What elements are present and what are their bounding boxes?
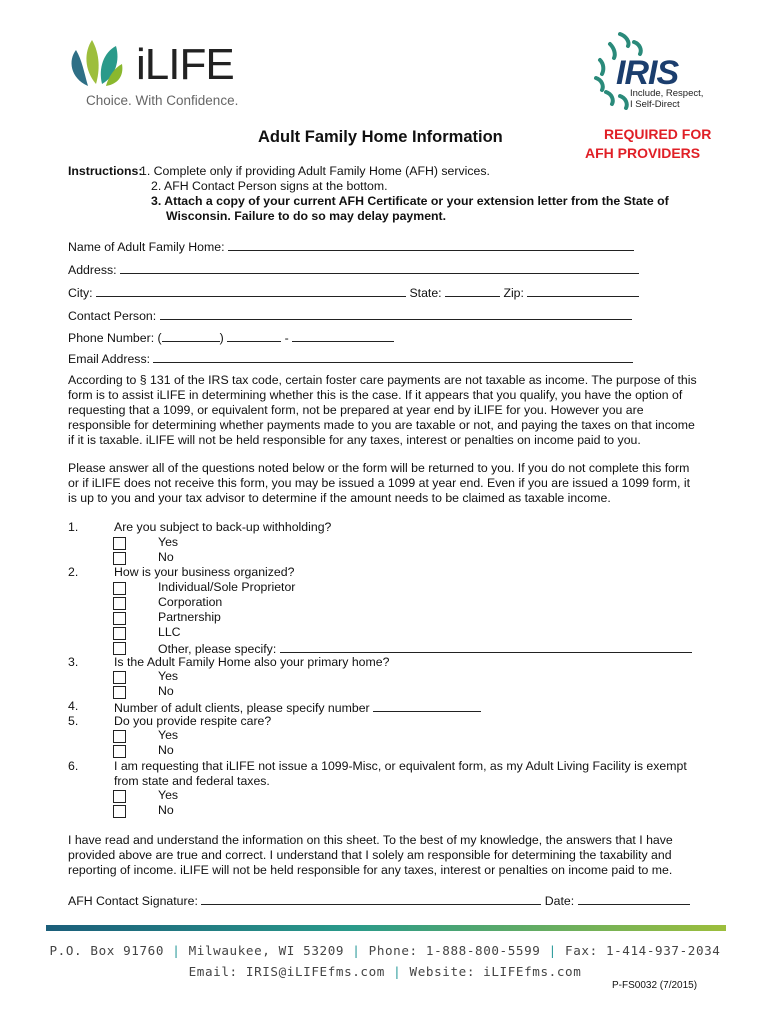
state-input[interactable]: [445, 284, 500, 297]
q2-sole-proprietor-checkbox[interactable]: [113, 582, 126, 595]
q2-llc-checkbox[interactable]: [113, 627, 126, 640]
q5-number: 5.: [68, 714, 79, 728]
zip-label: Zip:: [503, 286, 524, 300]
state-label: State:: [409, 286, 442, 300]
name-input[interactable]: [228, 238, 634, 251]
instruction-3a: 3. Attach a copy of your current AFH Certificate or your extension letter from the State of: [151, 194, 669, 208]
q1-text: Are you subject to back-up withholding?: [114, 520, 332, 534]
q1-number: 1.: [68, 520, 79, 534]
q2-corporation-label: Corporation: [158, 595, 223, 609]
q2-sole-proprietor-label: Individual/Sole Proprietor: [158, 580, 296, 594]
city-field-row: [68, 284, 639, 301]
zip-input[interactable]: [527, 284, 639, 297]
address-input[interactable]: [120, 261, 639, 274]
tax-code-paragraph: According to § 131 of the IRS tax code, certain foster care payments are not taxable as income. The purpose of this form is to assist iLIFE in determining whether this is the case. If it appears that you qualify, you have the option of requesting that a 1099, or equivalent form, not be prepared at year end by iLIFE for you. However you are responsible for determining whether payments made to you are taxable or not, and paying the taxes on that income if it is taxable. iLIFE will not be held responsible for any taxes, interest or penalties on income paid to you.: [68, 373, 697, 447]
q6-no-checkbox[interactable]: [113, 805, 126, 818]
q1-no-label: No: [158, 550, 174, 564]
q6-yes-checkbox[interactable]: [113, 790, 126, 803]
footer-line-1: [0, 943, 770, 958]
city-label: City:: [68, 286, 93, 300]
instructions-label: Instructions:: [68, 164, 143, 178]
q4-number: 4.: [68, 699, 79, 713]
q3-no-checkbox[interactable]: [113, 686, 126, 699]
phone-prefix-input[interactable]: [227, 329, 281, 342]
q3-number: 3.: [68, 655, 79, 669]
date-input[interactable]: [578, 892, 690, 905]
city-input[interactable]: [96, 284, 406, 297]
q1-yes-checkbox[interactable]: [113, 537, 126, 550]
q5-yes-label: Yes: [158, 728, 179, 742]
contact-label: Contact Person:: [68, 309, 157, 323]
instruction-2: 2. AFH Contact Person signs at the bottom.: [151, 179, 388, 193]
iris-tagline-1: Include, Respect,: [630, 88, 704, 99]
q1-yes-label: Yes: [158, 535, 179, 549]
form-id: P-FS0032 (7/2015): [612, 980, 698, 991]
signature-row: [68, 892, 690, 909]
q6-number: 6.: [68, 759, 79, 773]
signature-input[interactable]: [201, 892, 541, 905]
q2-partnership-checkbox[interactable]: [113, 612, 126, 625]
ilife-wordmark: iLIFE: [136, 40, 234, 89]
phone-close-paren: ): [219, 331, 224, 345]
q3-no-label: No: [158, 684, 174, 698]
contact-field-row: [68, 307, 632, 324]
q5-yes-checkbox[interactable]: [113, 730, 126, 743]
q3-yes-checkbox[interactable]: [113, 671, 126, 684]
certification-paragraph: I have read and understand the information on this sheet. To the best of my knowledge, the answers that I have provided above are true and correct. I understand that I solely am responsible for determining the taxability and reporting of income. iLIFE will not be held responsible for any taxes, interest or penalties on income paid to me.: [68, 833, 673, 877]
q4-text: Number of adult clients, please specify number: [114, 701, 370, 715]
required-notice-line1: REQUIRED FOR: [604, 126, 712, 142]
footer-pobox: P.O. Box 91760: [49, 943, 165, 958]
q2-partnership-label: Partnership: [158, 610, 221, 624]
answer-all-paragraph: Please answer all of the questions noted below or the form will be returned to you. If you do not complete this form or if iLIFE does not receive this form, you may be issued a 1099 at year end. Even if you are issued a 1099 form, it is up to you and your tax advisor to determine if the amount needs to be claimed as taxable income.: [68, 461, 691, 505]
footer-separator: |: [393, 964, 402, 979]
iris-wordmark: IRIS: [616, 54, 679, 92]
footer-city: Milwaukee, WI 53209: [188, 943, 345, 958]
q2-text: How is your business organized?: [114, 565, 295, 579]
page-title: Adult Family Home Information: [258, 128, 503, 146]
phone-label: Phone Number: (: [68, 331, 162, 345]
footer-fax: Fax: 1-414-937-2034: [565, 943, 721, 958]
phone-dash: -: [284, 331, 289, 345]
q6-text-b: from state and federal taxes.: [114, 774, 270, 788]
signature-label: AFH Contact Signature:: [68, 894, 198, 908]
email-input[interactable]: [153, 350, 633, 363]
contact-input[interactable]: [160, 307, 632, 320]
phone-field-row: [68, 329, 394, 346]
email-field-row: [68, 350, 633, 367]
iris-logo: [590, 30, 710, 115]
email-label: Email Address:: [68, 352, 151, 366]
ilife-leaf-icon: [66, 30, 132, 90]
q1-no-checkbox[interactable]: [113, 552, 126, 565]
q5-text: Do you provide respite care?: [114, 714, 272, 728]
phone-line-input[interactable]: [292, 329, 394, 342]
footer-email[interactable]: Email: IRIS@iLIFEfms.com: [188, 964, 385, 979]
q5-no-label: No: [158, 743, 174, 757]
footer-separator: |: [352, 943, 361, 958]
footer-separator: |: [548, 943, 557, 958]
address-field-row: [68, 261, 639, 278]
instruction-3b: Wisconsin. Failure to do so may delay payment.: [166, 209, 447, 223]
address-label: Address:: [68, 263, 117, 277]
q6-yes-label: Yes: [158, 788, 179, 802]
q5-no-checkbox[interactable]: [113, 745, 126, 758]
iris-tagline-2: I Self-Direct: [630, 99, 680, 110]
name-field-row: [68, 238, 634, 255]
q2-other-input[interactable]: [280, 640, 692, 653]
instruction-1: 1. Complete only if providing Adult Family Home (AFH) services.: [140, 164, 490, 178]
q2-corporation-checkbox[interactable]: [113, 597, 126, 610]
phone-area-input[interactable]: [162, 329, 220, 342]
q2-llc-label: LLC: [158, 625, 181, 639]
q2-other-label: Other, please specify:: [158, 642, 277, 656]
required-notice-line2: AFH PROVIDERS: [585, 145, 701, 161]
date-label: Date:: [544, 894, 575, 908]
q3-text: Is the Adult Family Home also your primary home?: [114, 655, 390, 669]
footer-divider: [46, 925, 726, 931]
q6-text-a: I am requesting that iLIFE not issue a 1099-Misc, or equivalent form, as my Adult Living Facility is exempt: [114, 759, 687, 773]
footer-line-2: [0, 964, 770, 979]
q2-other-checkbox[interactable]: [113, 642, 126, 655]
name-label: Name of Adult Family Home:: [68, 240, 225, 254]
footer-website[interactable]: Website: iLIFEfms.com: [409, 964, 582, 979]
q6-no-label: No: [158, 803, 174, 817]
ilife-logo: [66, 30, 256, 115]
footer-separator: |: [172, 943, 181, 958]
q2-number: 2.: [68, 565, 79, 579]
q3-yes-label: Yes: [158, 669, 179, 683]
q4-number-input[interactable]: [373, 699, 481, 712]
ilife-tagline: Choice. With Confidence.: [86, 93, 239, 108]
footer-phone: Phone: 1-888-800-5599: [368, 943, 541, 958]
